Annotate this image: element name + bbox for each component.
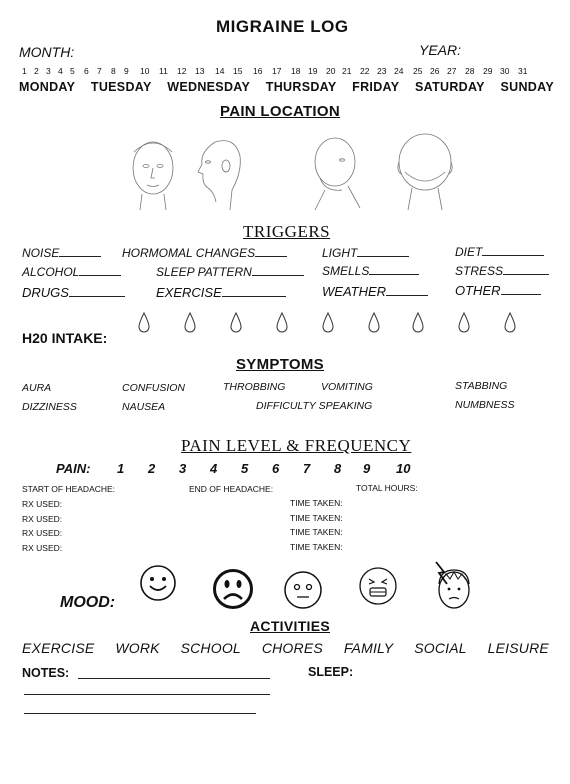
weekday-wednesday[interactable]: WEDNESDAY [167, 80, 251, 94]
pain-level-4[interactable]: 4 [210, 461, 218, 476]
month-label: MONTH: [19, 44, 75, 60]
pain-level-2[interactable]: 2 [148, 461, 156, 476]
day-number[interactable]: 26 [430, 66, 440, 76]
notes-line[interactable] [78, 668, 270, 679]
symptom-vomiting[interactable]: VOMITING [321, 381, 373, 393]
trigger-drugs-label: DRUGS [22, 285, 69, 300]
time-taken-label: TIME TAKEN: [290, 513, 343, 523]
weekday-tuesday[interactable]: TUESDAY [90, 80, 152, 94]
day-number[interactable]: 20 [326, 66, 336, 76]
trigger-other-blank[interactable] [501, 284, 541, 295]
day-number[interactable]: 6 [84, 66, 89, 76]
symptom-aura[interactable]: AURA [22, 382, 52, 394]
rx-used-label: RX USED: [22, 528, 63, 538]
day-number[interactable]: 24 [394, 66, 404, 76]
end-of-headache-label: END OF HEADACHE: [189, 484, 274, 494]
water-drop-icon[interactable] [410, 311, 426, 335]
symptom-numbness[interactable]: NUMBNESS [455, 399, 515, 411]
symptom-stabbing[interactable]: STABBING [455, 380, 508, 392]
trigger-noise-blank[interactable] [59, 246, 101, 257]
day-number[interactable]: 27 [447, 66, 457, 76]
activity-work[interactable]: WORK [115, 640, 160, 656]
day-number[interactable]: 31 [518, 66, 528, 76]
day-number[interactable]: 2 [34, 66, 39, 76]
trigger-diet-blank[interactable] [482, 245, 544, 256]
trigger-stress-label: STRESS [455, 264, 504, 278]
trigger-light-blank[interactable] [357, 246, 409, 257]
symptom-nausea[interactable]: NAUSEA [122, 401, 166, 413]
water-drop-icon[interactable] [502, 311, 518, 335]
mood-label: MOOD: [60, 594, 116, 611]
day-number[interactable]: 12 [177, 66, 187, 76]
pain-level-1[interactable]: 1 [117, 461, 125, 476]
trigger-sleep-pattern-label: SLEEP PATTERN [156, 265, 252, 279]
trigger-weather-blank[interactable] [386, 285, 428, 296]
notes-line[interactable] [24, 707, 256, 714]
rx-used-label: RX USED: [22, 499, 63, 509]
trigger-alcohol[interactable] [22, 265, 121, 279]
day-number[interactable]: 3 [46, 66, 51, 76]
trigger-sleep-pattern-blank[interactable] [252, 265, 304, 276]
day-number[interactable]: 23 [377, 66, 387, 76]
pain-level-6[interactable]: 6 [272, 461, 280, 476]
water-drop-icon[interactable] [182, 311, 198, 335]
activity-school[interactable]: SCHOOL [180, 640, 241, 656]
activities-title: ACTIVITIES [250, 618, 331, 634]
day-number[interactable]: 5 [70, 66, 75, 76]
trigger-alcohol-blank[interactable] [79, 265, 121, 276]
triggers-title: TRIGGERS [243, 222, 331, 241]
day-number[interactable]: 13 [195, 66, 205, 76]
trigger-smells-blank[interactable] [369, 264, 419, 275]
day-number[interactable]: 29 [483, 66, 493, 76]
day-number[interactable]: 8 [111, 66, 116, 76]
water-drop-icon[interactable] [320, 311, 336, 335]
trigger-other-label: OTHER [455, 283, 501, 298]
weekday-saturday[interactable]: SATURDAY [415, 80, 485, 94]
trigger-hormonal-label: HORMOMAL CHANGES [122, 246, 256, 260]
weekdays-row [19, 80, 554, 94]
activity-chores[interactable]: CHORES [261, 640, 323, 656]
activity-social[interactable]: SOCIAL [414, 640, 467, 656]
trigger-stress-blank[interactable] [503, 264, 549, 275]
head-diagrams [120, 132, 460, 214]
day-number[interactable]: 21 [342, 66, 352, 76]
trigger-other[interactable] [455, 283, 541, 298]
activities-row [22, 640, 549, 656]
trigger-sleep-pattern[interactable] [156, 265, 304, 279]
year-label: YEAR: [419, 42, 462, 58]
day-number[interactable]: 28 [465, 66, 475, 76]
trigger-drugs[interactable] [22, 285, 125, 300]
stressed-face-icon[interactable] [358, 566, 398, 606]
h2o-intake-label: H20 INTAKE: [22, 330, 108, 346]
weekday-monday[interactable]: MONDAY [19, 80, 76, 94]
trigger-exercise[interactable] [156, 285, 286, 300]
day-number[interactable]: 22 [360, 66, 370, 76]
sleep-label: SLEEP: [308, 665, 354, 679]
day-number[interactable]: 30 [500, 66, 510, 76]
pain-level-8[interactable]: 8 [334, 461, 342, 476]
day-number[interactable]: 10 [140, 66, 150, 76]
time-taken-label: TIME TAKEN: [290, 527, 343, 537]
pain-frequency-title: PAIN LEVEL & FREQUENCY [181, 436, 412, 455]
page-title: MIGRAINE LOG [216, 17, 349, 36]
notes-label: NOTES: [22, 666, 70, 680]
trigger-diet-label: DIET [455, 245, 483, 259]
weekday-thursday[interactable]: THURSDAY [265, 80, 337, 94]
trigger-smells[interactable] [322, 264, 419, 278]
weekday-sunday[interactable]: SUNDAY [500, 80, 554, 94]
day-number[interactable]: 25 [413, 66, 423, 76]
trigger-stress[interactable] [455, 264, 549, 278]
trigger-exercise-blank[interactable] [222, 286, 286, 297]
pain-level-7[interactable]: 7 [303, 461, 311, 476]
day-number[interactable]: 11 [159, 66, 168, 76]
symptom-confusion[interactable]: CONFUSION [122, 382, 185, 394]
time-taken-label: TIME TAKEN: [290, 498, 343, 508]
trigger-alcohol-label: ALCOHOL [22, 265, 80, 279]
symptom-difficulty-speaking[interactable]: DIFFICULTY SPEAKING [256, 400, 373, 412]
rx-used-label: RX USED: [22, 514, 63, 524]
water-drop-icon[interactable] [366, 311, 382, 335]
trigger-smells-label: SMELLS [322, 264, 370, 278]
head-back-icon [398, 134, 452, 210]
day-number[interactable]: 9 [124, 66, 129, 76]
pain-location-title: PAIN LOCATION [220, 103, 341, 120]
day-number[interactable]: 15 [233, 66, 243, 76]
trigger-diet[interactable] [455, 245, 544, 259]
day-number[interactable]: 7 [97, 66, 102, 76]
trigger-weather[interactable] [322, 284, 428, 299]
trigger-weather-label: WEATHER [322, 284, 387, 299]
water-drop-icon[interactable] [456, 311, 472, 335]
symptoms-title: SYMPTOMS [236, 356, 324, 373]
activity-family[interactable]: FAMILY [343, 640, 394, 656]
trigger-noise[interactable] [22, 246, 101, 260]
day-number[interactable]: 19 [308, 66, 318, 76]
pain-level-3[interactable]: 3 [179, 461, 187, 476]
notes-line[interactable] [24, 688, 270, 695]
trigger-light-label: LIGHT [322, 246, 358, 260]
rx-used-label: RX USED: [22, 543, 63, 553]
day-number[interactable]: 17 [272, 66, 282, 76]
head-front-icon [133, 142, 173, 210]
weekday-friday[interactable]: FRIDAY [352, 80, 400, 94]
trigger-drugs-blank[interactable] [69, 286, 125, 297]
total-hours-label: TOTAL HOURS: [356, 483, 418, 493]
pain-level-5[interactable]: 5 [241, 461, 249, 476]
activity-leisure[interactable]: LEISURE [487, 640, 549, 656]
headache-face-icon[interactable] [430, 560, 478, 612]
pain-level-9[interactable]: 9 [363, 461, 371, 476]
water-drop-icon[interactable] [136, 311, 152, 335]
symptom-dizziness[interactable]: DIZZINESS [22, 401, 77, 413]
day-number[interactable]: 16 [253, 66, 263, 76]
head-three-quarter-icon [315, 138, 360, 210]
water-drop-icon[interactable] [228, 311, 244, 335]
pain-label: PAIN: [56, 461, 91, 476]
time-taken-label: TIME TAKEN: [290, 542, 343, 552]
start-of-headache-label: START OF HEADACHE: [22, 484, 116, 494]
neutral-face-icon[interactable] [283, 570, 323, 610]
trigger-hormonal[interactable] [122, 246, 287, 260]
day-number[interactable]: 1 [22, 66, 27, 76]
day-number[interactable]: 4 [58, 66, 63, 76]
day-number[interactable]: 14 [215, 66, 225, 76]
sad-face-icon[interactable] [212, 568, 254, 610]
symptom-throbbing[interactable]: THROBBING [223, 381, 286, 393]
trigger-hormonal-blank[interactable] [255, 246, 287, 257]
water-drop-icon[interactable] [274, 311, 290, 335]
pain-level-10[interactable]: 10 [396, 461, 411, 476]
happy-face-icon[interactable] [139, 564, 177, 602]
day-number[interactable]: 18 [291, 66, 301, 76]
trigger-noise-label: NOISE [22, 246, 60, 260]
head-side-icon [198, 141, 240, 210]
activity-exercise[interactable]: EXERCISE [22, 640, 95, 656]
trigger-light[interactable] [322, 246, 409, 260]
trigger-exercise-label: EXERCISE [156, 285, 222, 300]
